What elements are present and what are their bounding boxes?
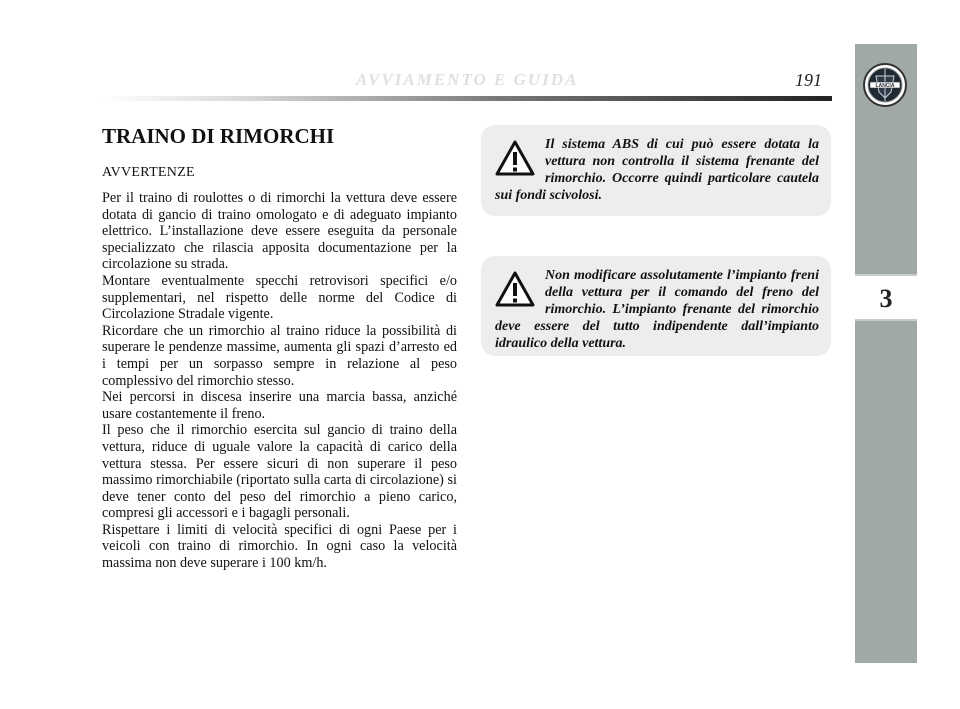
section-title: TRAINO DI RIMORCHI: [102, 124, 335, 148]
body-paragraph: Per il traino di roulottes o di rimorchi la vettura deve essere dotata di gancio di traino omologato e di adeguato impianto elettrico. L’installazione deve essere eseguita da personale specializzato che rilascia apposita documentazione per la circolazione su strada.: [102, 190, 457, 273]
brake-warning-box: [481, 256, 831, 356]
body-paragraph: Rispettare i limiti di velocità specifici di ogni Paese per i veicoli con traino di rimorchio. In ogni caso la velocità massima non deve superare i 100 km/h.: [102, 521, 457, 572]
chapter-number: 3: [879, 284, 893, 313]
logo-wordmark: LANCIA: [875, 83, 895, 89]
body-text: [102, 190, 457, 572]
abs-warning-box: [481, 125, 831, 216]
warning-triangle-icon: [495, 271, 535, 307]
subsection-title: AVVERTENZE: [102, 165, 195, 180]
chapter-box: [855, 274, 917, 321]
body-paragraph: Montare eventualmente specchi retrovisori specifici e/o supplementari, nel rispetto delle norme del Codice di Circolazione Stradale vigente.: [102, 272, 457, 323]
warning-triangle-icon: [495, 140, 535, 176]
body-paragraph: Il peso che il rimorchio esercita sul gancio di traino della vettura, riduce di uguale valore la capacità di carico della vettura stessa. Per essere sicuri di non superare il peso massimo rimorchiabile (riportato sulla carta di circolazione) si deve tener conto del peso del rimorchio a pieno carico, compresi gli accessori e i bagagli personali.: [102, 422, 457, 522]
page-number: 191: [795, 70, 822, 90]
body-paragraph: Ricordare che un rimorchio al traino riduce la possibilità di superare le pendenze massime, aumenta gli spazi d’arresto ed i tempi per un sorpasso sempre in relazione al peso complessivo del rimorchio stesso.: [102, 322, 457, 389]
lancia-logo-icon: [862, 62, 908, 108]
warning-text: Il sistema ABS di cui può essere dotata la vettura non controlla il sistema frenante del rimorchio. Occorre quindi particolare cautela sui fondi scivolosi.: [495, 137, 819, 203]
body-paragraph: Nei percorsi in discesa inserire una marcia bassa, anziché usare costantemente il freno.: [102, 389, 457, 422]
running-header-title: AVVIAMENTO E GUIDA: [356, 70, 579, 89]
warning-text: Non modificare assolutamente l’impianto freni della vettura per il comando del freno del rimorchio. L’impianto frenante del rimorchio deve essere del tutto indipendente dall’impianto idraulico della vettura.: [495, 268, 819, 351]
header-rule: [102, 96, 832, 101]
chapter-side-tab: [855, 44, 917, 663]
